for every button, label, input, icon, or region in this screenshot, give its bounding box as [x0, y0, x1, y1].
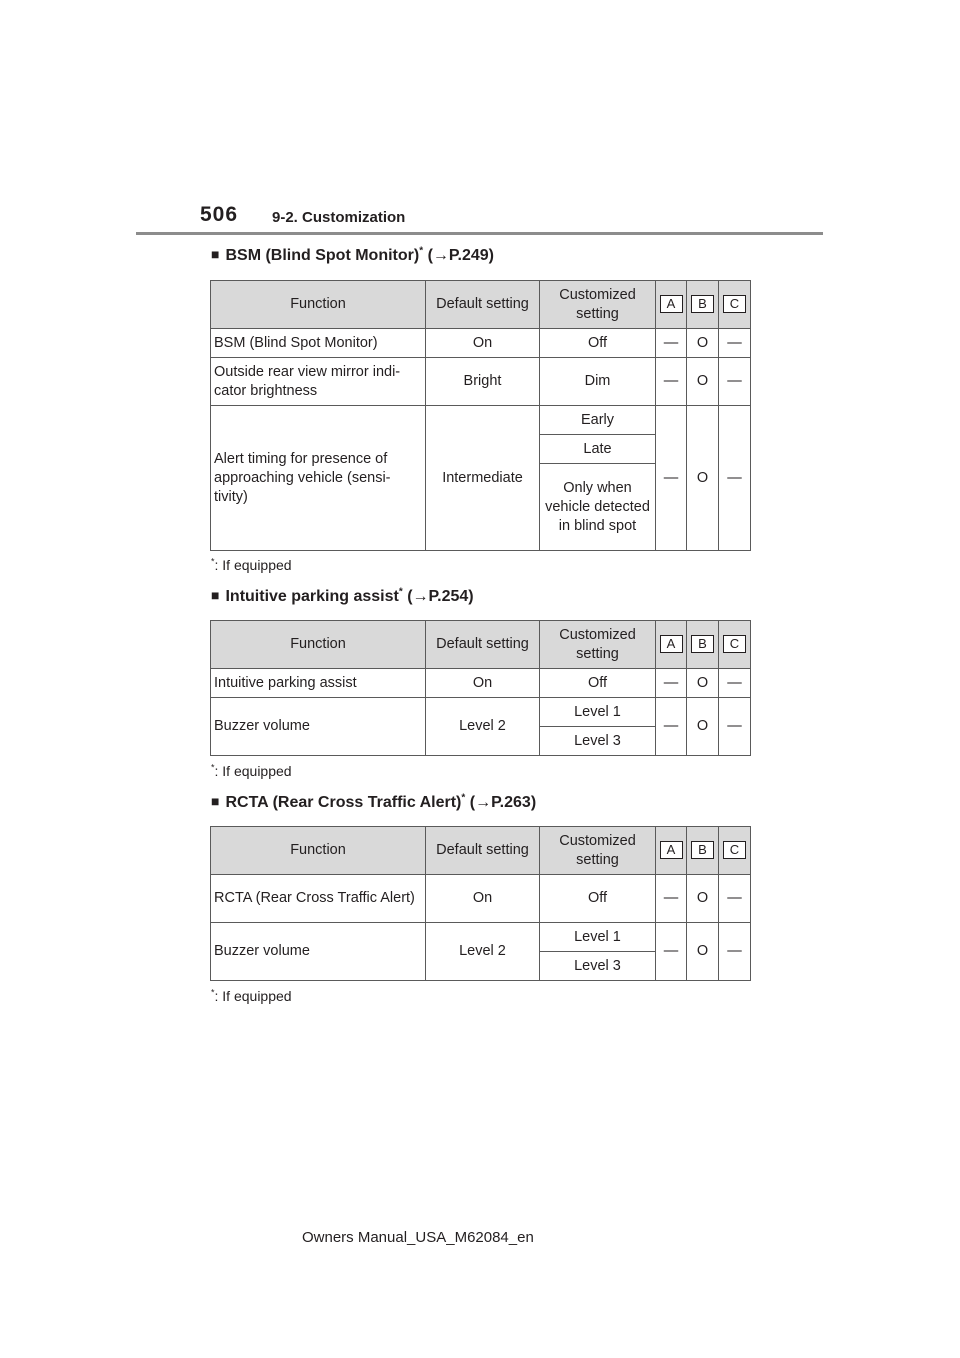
function-cell: BSM (Blind Spot Monitor) [211, 329, 426, 358]
column-c-header [719, 827, 751, 875]
b-cell: O [687, 923, 719, 981]
table-header-row [211, 827, 751, 875]
custom-cell: Off [540, 329, 656, 358]
table-row [211, 669, 751, 698]
asterisk-mark: * [419, 245, 424, 257]
b-cell: O [687, 329, 719, 358]
function-cell: Buzzer volume [211, 923, 426, 981]
default-cell: On [426, 329, 540, 358]
a-cell: — [656, 358, 687, 406]
c-cell: — [719, 698, 751, 756]
customized-setting-header: Customized setting [540, 827, 656, 875]
customized-setting-header: Customized setting [540, 281, 656, 329]
default-cell: Intermediate [426, 406, 540, 551]
b-cell: O [687, 669, 719, 698]
b-box-icon: B [691, 295, 714, 313]
a-cell: — [656, 669, 687, 698]
custom-option-cell: Level 3 [540, 952, 656, 981]
custom-cell: Off [540, 669, 656, 698]
b-cell: O [687, 406, 719, 551]
default-setting-header: Default setting [426, 827, 540, 875]
custom-option-cell: Level 1 [540, 923, 656, 952]
custom-cell: Off [540, 875, 656, 923]
column-a-header [656, 621, 687, 669]
c-cell: — [719, 406, 751, 551]
page-reference-link[interactable]: (→P.263) [469, 794, 537, 811]
footnote: *: If equipped [211, 762, 292, 779]
column-a-header [656, 281, 687, 329]
c-cell: — [719, 358, 751, 406]
custom-cell: Dim [540, 358, 656, 406]
table-row [211, 698, 751, 727]
section-title-text: RCTA (Rear Cross Traffic Alert) [225, 794, 462, 811]
square-bullet-icon: ■ [211, 793, 220, 809]
c-cell: — [719, 923, 751, 981]
section-title-text: Intuitive parking assist [225, 588, 399, 605]
c-cell: — [719, 329, 751, 358]
square-bullet-icon: ■ [211, 246, 220, 262]
function-cell: RCTA (Rear Cross Traffic Alert) [211, 875, 426, 923]
column-c-header [719, 621, 751, 669]
arrow-right-icon: → [412, 588, 429, 605]
section-title-rcta [211, 794, 536, 812]
customized-setting-header: Customized setting [540, 621, 656, 669]
function-cell: Outside rear view mirror indi-cator brightness [211, 358, 426, 406]
function-header: Function [211, 281, 426, 329]
header-divider [136, 232, 823, 235]
square-bullet-icon: ■ [211, 587, 220, 603]
custom-option-cell: Level 3 [540, 727, 656, 756]
arrow-right-icon: → [432, 247, 449, 264]
bsm-settings-table [210, 280, 751, 551]
column-a-header [656, 827, 687, 875]
asterisk-mark: * [398, 586, 403, 598]
default-cell: On [426, 669, 540, 698]
column-b-header [687, 827, 719, 875]
c-cell: — [719, 875, 751, 923]
custom-option-cell: Late [540, 435, 656, 464]
function-header: Function [211, 621, 426, 669]
custom-option-cell: Early [540, 406, 656, 435]
table-header-row [211, 281, 751, 329]
page-number: 506 [200, 203, 239, 226]
b-box-icon: B [691, 841, 714, 859]
intuitive-parking-table [210, 620, 751, 756]
manual-footer: Owners Manual_USA_M62084_en [302, 1229, 534, 1246]
a-box-icon: A [660, 635, 683, 653]
column-b-header [687, 621, 719, 669]
table-row [211, 358, 751, 406]
chapter-title: 9-2. Customization [272, 209, 406, 226]
default-cell: Bright [426, 358, 540, 406]
footnote: *: If equipped [211, 987, 292, 1004]
custom-option-cell: Only when vehicle detected in blind spot [540, 464, 656, 551]
asterisk-mark: * [461, 792, 466, 804]
a-cell: — [656, 923, 687, 981]
table-row [211, 875, 751, 923]
a-cell: — [656, 406, 687, 551]
function-cell: Intuitive parking assist [211, 669, 426, 698]
footnote: *: If equipped [211, 556, 292, 573]
default-cell: On [426, 875, 540, 923]
b-box-icon: B [691, 635, 714, 653]
custom-option-cell: Level 1 [540, 698, 656, 727]
table-header-row [211, 621, 751, 669]
table-row [211, 329, 751, 358]
table-row [211, 406, 751, 435]
default-cell: Level 2 [426, 698, 540, 756]
b-cell: O [687, 358, 719, 406]
function-cell: Buzzer volume [211, 698, 426, 756]
b-cell: O [687, 875, 719, 923]
a-cell: — [656, 329, 687, 358]
rcta-settings-table [210, 826, 751, 981]
table-row [211, 923, 751, 952]
c-cell: — [719, 669, 751, 698]
page-reference-link[interactable]: (→P.254) [407, 588, 474, 605]
column-b-header [687, 281, 719, 329]
function-header: Function [211, 827, 426, 875]
b-cell: O [687, 698, 719, 756]
column-c-header [719, 281, 751, 329]
section-title-intuitive-parking [211, 588, 474, 606]
c-box-icon: C [723, 635, 746, 653]
a-box-icon: A [660, 841, 683, 859]
function-cell: Alert timing for presence of approaching vehicle (sensi-tivity) [211, 406, 426, 551]
default-setting-header: Default setting [426, 281, 540, 329]
a-box-icon: A [660, 295, 683, 313]
section-title-text: BSM (Blind Spot Monitor) [225, 247, 420, 264]
default-cell: Level 2 [426, 923, 540, 981]
a-cell: — [656, 875, 687, 923]
a-cell: — [656, 698, 687, 756]
arrow-right-icon: → [475, 794, 492, 811]
page-reference-link[interactable]: (→P.249) [427, 247, 494, 264]
default-setting-header: Default setting [426, 621, 540, 669]
section-title-bsm [211, 247, 494, 265]
c-box-icon: C [723, 295, 746, 313]
c-box-icon: C [723, 841, 746, 859]
